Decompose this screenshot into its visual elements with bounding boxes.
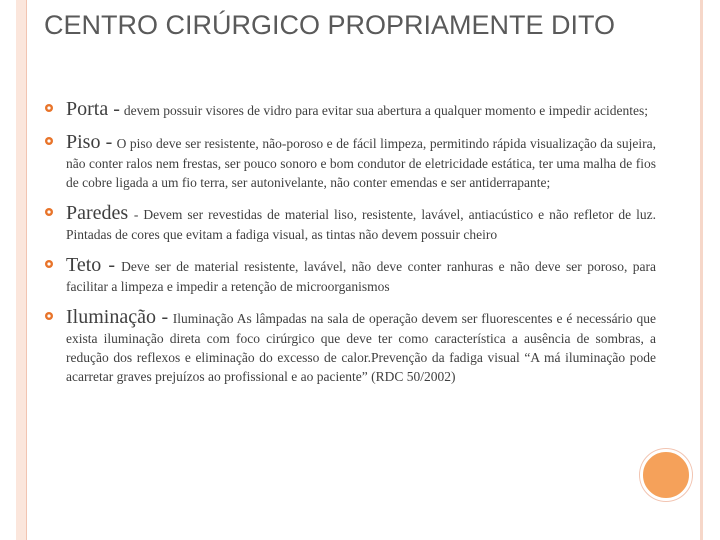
slide-title: CENTRO CIRÚRGICO PROPRIAMENTE DITO: [44, 10, 616, 40]
item-heading: Iluminação -: [66, 306, 169, 328]
decorative-circle: [640, 449, 692, 501]
list-item-porta: [44, 97, 656, 121]
gear-bullet-icon: [44, 103, 54, 113]
item-heading: Teto -: [66, 254, 115, 276]
list-item-teto: [44, 253, 656, 296]
right-frame-line: [700, 0, 703, 540]
item-heading: Porta -: [66, 98, 120, 120]
gear-bullet-icon: [44, 136, 54, 146]
bullet-list: [44, 97, 656, 395]
list-item-piso: [44, 130, 656, 192]
item-text: O piso deve ser resistente, não-poroso e de fácil limpeza, permitindo rápida visualização da sujeira, não conter ralos nem frestas, ser pouco sonoro e bom condutor de eletricidade estática, ter uma malha de fios de cobre ligada a um fio terra, ser autonivelante, não conter emendas e ser antiderrapante;: [66, 136, 656, 190]
gear-bullet-icon: [44, 311, 54, 321]
item-text: devem possuir visores de vidro para evitar sua abertura a qualquer momento e impedir acidentes;: [123, 103, 648, 118]
left-frame-bar: [16, 0, 27, 540]
gear-bullet-icon: [44, 259, 54, 269]
item-text: Deve ser de material resistente, lavável, não deve conter ranhuras e não deve ser poroso, para facilitar a limpeza e impedir a retenção de microorganismos: [66, 259, 656, 294]
gear-bullet-icon: [44, 207, 54, 217]
item-text: Iluminação As lâmpadas na sala de operação devem ser fluorescentes e é necessário que exista iluminação direta com foco cirúrgico que deve ter como característica a ausência de sombras, a redução dos reflexos e eliminação do excesso de calor.Prevenção da fadiga visual “A má iluminação pode acarretar graves prejuízos ao profissional e ao paciente” (RDC 50/2002): [66, 311, 657, 384]
item-heading: Paredes: [66, 202, 129, 224]
list-item-iluminacao: [44, 305, 656, 386]
item-heading: Piso -: [66, 131, 113, 153]
item-text: - Devem ser revestidas de material liso, resistente, lavável, antiacústico e não refletor de luz. Pintadas de cores que evitam a fadiga visual, as tintas não devem possuir cheiro: [66, 207, 657, 242]
list-item-paredes: [44, 201, 656, 244]
